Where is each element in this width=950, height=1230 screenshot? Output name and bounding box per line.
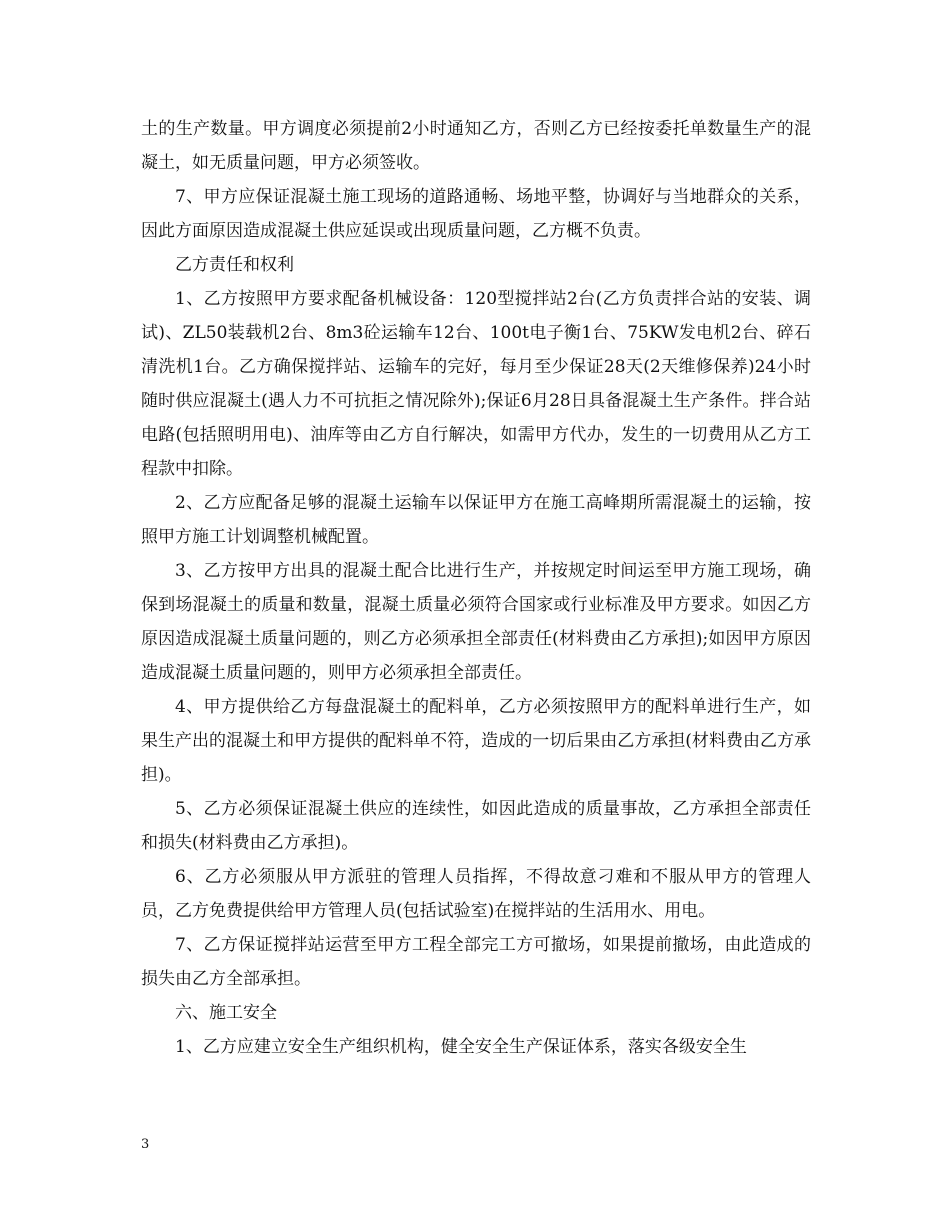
paragraph-clause-6: 6、乙方必须服从甲方派驻的管理人员指挥，不得故意刁难和不服从甲方的管理人员，乙方免费提供给甲方管理人员(包括试验室)在搅拌站的生活用水、用电。 [141, 867, 811, 921]
paragraph-clause-7-party-a: 7、甲方应保证混凝土施工现场的道路通畅、场地平整，协调好与当地群众的关系，因此方面原因造成混凝土供应延误或出现质量问题，乙方概不负责。 [141, 187, 811, 241]
paragraph-clause-3: 3、乙方按甲方出具的混凝土配合比进行生产，并按规定时间运至甲方施工现场，确保到场混凝土的质量和数量，混凝土质量必须符合国家或行业标准及甲方要求。如因乙方原因造成混凝土质量问题的，则乙方必须承担全部责任(材料费由乙方承担);如因甲方原因造成混凝土质量问题的，则甲方必须承担全部责任。 [141, 561, 811, 683]
section-heading-construction-safety: 六、施工安全 [175, 1003, 277, 1023]
paragraph-clause-2: 2、乙方应配备足够的混凝土运输车以保证甲方在施工高峰期所需混凝土的运输，按照甲方施工计划调整机械配置。 [141, 493, 811, 547]
paragraph-clause-1: 1、乙方按照甲方要求配备机械设备：120型搅拌站2台(乙方负责拌合站的安装、调试)、ZL50装载机2台、8m3砼运输车12台、100t电子衡1台、75KW发电机2台、碎石清洗机1台。乙方确保搅拌站、运输车的完好，每月至少保证28天(2天维修保养)24小时随时供应混凝土(遇人力不可抗拒之情况除外);保证6月28日具备混凝土生产条件。拌合站电路(包括照明用电)、油库等由乙方自行解决，如需甲方代办，发生的一切费用从乙方工程款中扣除。 [141, 289, 811, 479]
paragraph-continuation: 土的生产数量。甲方调度必须提前2小时通知乙方，否则乙方已经按委托单数量生产的混凝土，如无质量问题，甲方必须签收。 [141, 119, 811, 173]
paragraph-clause-4: 4、甲方提供给乙方每盘混凝土的配料单，乙方必须按照甲方的配料单进行生产，如果生产出的混凝土和甲方提供的配料单不符，造成的一切后果由乙方承担(材料费由乙方承担)。 [141, 697, 811, 785]
document-body [141, 112, 811, 1064]
section-heading-party-b-duties: 乙方责任和权利 [175, 255, 294, 275]
paragraph-safety-clause-1: 1、乙方应建立安全生产组织机构，健全安全生产保证体系，落实各级安全生 [175, 1037, 747, 1057]
paragraph-clause-7: 7、乙方保证搅拌站运营至甲方工程全部完工方可撤场，如果提前撤场，由此造成的损失由乙方全部承担。 [141, 935, 811, 989]
page-number: 3 [141, 1137, 150, 1152]
paragraph-clause-5: 5、乙方必须保证混凝土供应的连续性，如因此造成的质量事故，乙方承担全部责任和损失(材料费由乙方承担)。 [141, 799, 811, 853]
